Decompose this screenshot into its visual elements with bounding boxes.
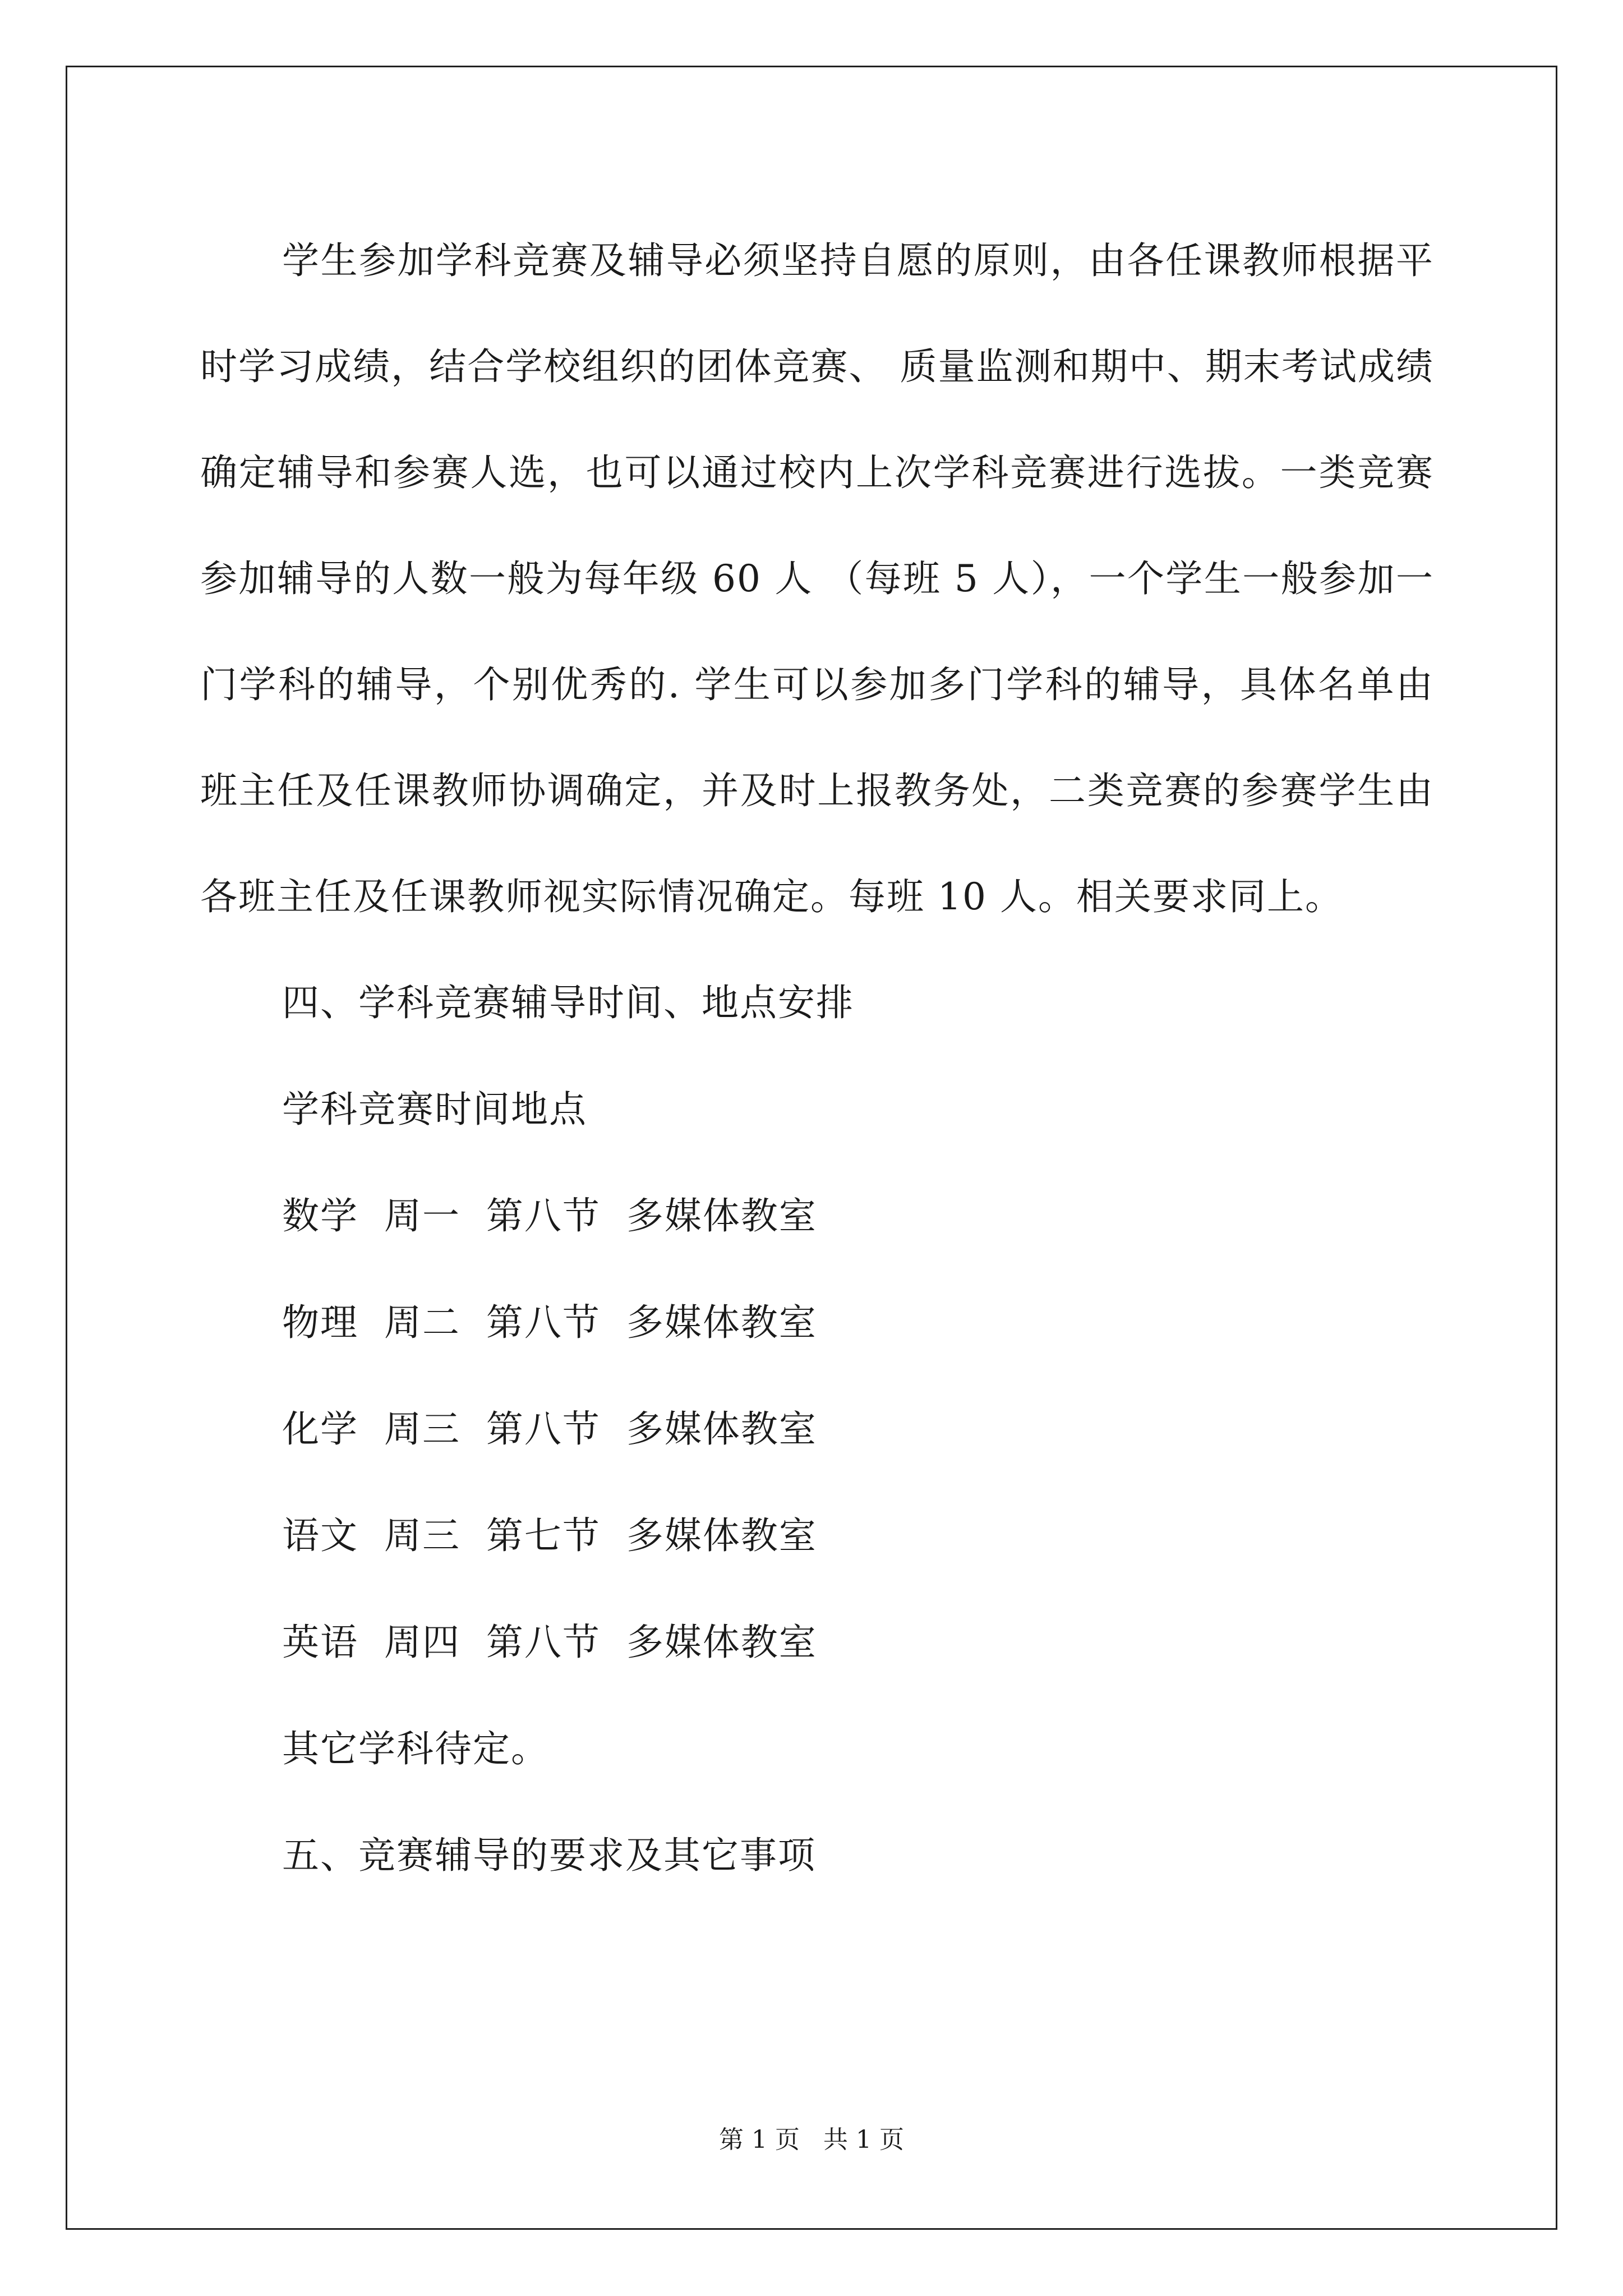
schedule-row-math: 数学 周一 第八节 多媒体教室 (282, 1194, 817, 1237)
other-subjects-note: 其它学科待定。 (282, 1727, 549, 1770)
schedule-row-physics: 物理 周二 第八节 多媒体教室 (282, 1301, 817, 1344)
schedule-row-chemistry: 化学 周三 第八节 多媒体教室 (282, 1407, 817, 1451)
document-body (200, 208, 1434, 1909)
schedule-header: 学科竞赛时间地点 (282, 1088, 587, 1131)
section-list (200, 950, 1434, 1909)
section-5-heading: 五、竞赛辅导的要求及其它事项 (282, 1834, 816, 1877)
section-4-heading: 四、学科竞赛辅导时间、地点安排 (282, 981, 854, 1024)
schedule-row-chinese: 语文 周三 第七节 多媒体教室 (282, 1514, 817, 1557)
page-footer: 第 1 页 共 1 页 (719, 2125, 904, 2154)
schedule-row-english: 英语 周四 第八节 多媒体教室 (282, 1621, 817, 1664)
body-paragraph: 学生参加学科竞赛及辅导必须坚持自愿的原则，由各任课教师根据平时学习成绩，结合学校组织的团体竞赛、 质量监测和期中、期末考试成绩确定辅导和参赛人选，也可以通过校内上次学科竞赛进行选拔。一类竞赛参加辅导的人数一般为每年级 60 人 （每班 5 人），一个学生一般参加一门学科的辅导，个别优秀的. 学生可以参加多门学科的辅导，具体名单由班主任及任课教师协调确定，并及时上报教务处，二类竞赛的参赛学生由各班主任及任课教师视实际情况确定。每班 10 人。相关要求同上。 (200, 239, 1434, 918)
